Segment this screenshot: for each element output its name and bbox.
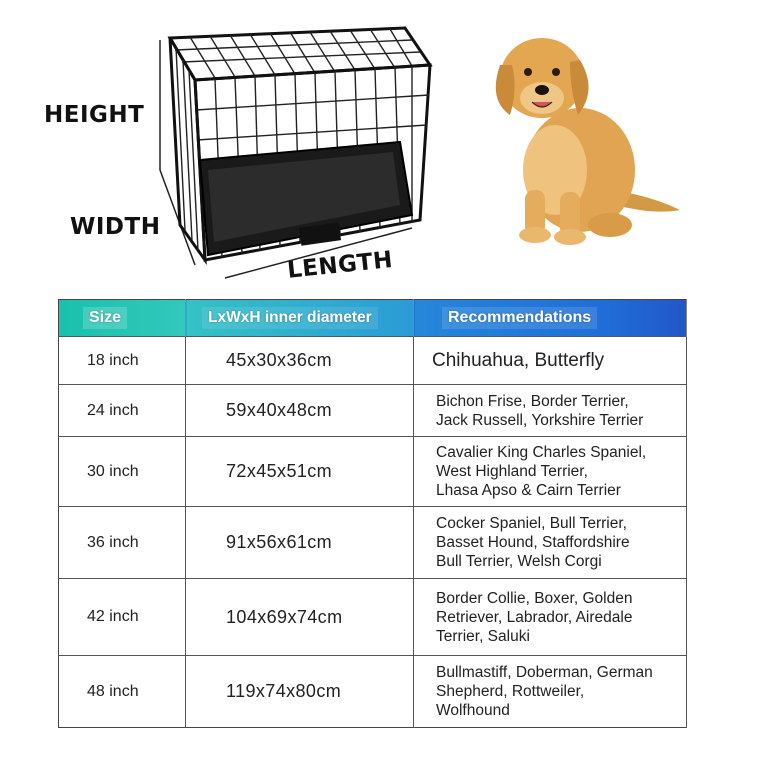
table-row [59,656,687,728]
dimensions-cell: 72x45x51cm [186,437,414,507]
recommendation-line: Terrier, Saluki [436,627,530,645]
recommendation-line: Lhasa Apso & Cairn Terrier [436,482,621,499]
size-cell: 24 inch [59,385,186,437]
recommendation-line: Wolfhound [436,702,510,719]
recommendation-line: Basset Hound, Staffordshire [436,534,630,551]
recommendations-cell [414,337,687,385]
table-row [59,337,687,385]
recommendation-line: Bull Terrier, Welsh Corgi [436,553,602,570]
recommendations-cell [414,579,687,656]
header-recommendations-label: Recommendations [442,307,597,329]
size-cell: 48 inch [59,656,186,728]
dimensions-cell: 45x30x36cm [186,337,414,385]
recommendation-line: Border Collie, Boxer, Golden [436,589,633,607]
recommendation-line: Bichon Frise, Border Terrier, [436,392,629,410]
recommendations-cell [414,437,687,507]
recommendation-line: Retriever, Labrador, Airedale [436,608,633,626]
recommendations-cell [414,385,687,437]
puppy-image [470,20,700,250]
dog-crate-image [150,20,440,290]
recommendations-cell [414,507,687,579]
recommendation-line: West Highland Terrier, [436,463,588,480]
size-cell: 42 inch [59,579,186,656]
height-label: HEIGHT [44,102,145,128]
recommendations-cell [414,656,687,728]
header-recommendations [414,300,687,337]
table-row [59,507,687,579]
recommendation-line: Jack Russell, Yorkshire Terrier [436,411,644,429]
dimensions-cell: 59x40x48cm [186,385,414,437]
recommendation-line: Cavalier King Charles Spaniel, [436,444,647,461]
header-size [59,300,186,337]
length-label: LENGTH [286,246,395,284]
recommendation-line: Cocker Spaniel, Bull Terrier, [436,515,627,532]
crate-size-table [58,299,687,728]
dimensions-cell: 119x74x80cm [186,656,414,728]
table-header-row [59,300,687,337]
dimensions-cell: 104x69x74cm [186,579,414,656]
recommendation-line: Chihuahua, Butterfly [432,350,605,371]
header-size-label: Size [83,307,127,329]
table-row [59,437,687,507]
size-cell: 30 inch [59,437,186,507]
size-cell: 36 inch [59,507,186,579]
size-cell: 18 inch [59,337,186,385]
table-row [59,579,687,656]
header-dimensions-label: LxWxH inner diameter [202,307,378,329]
width-label: WIDTH [70,214,161,240]
table-row [59,385,687,437]
dimensions-cell: 91x56x61cm [186,507,414,579]
recommendation-line: Bullmastiff, Doberman, German [436,664,653,681]
recommendation-line: Shepherd, Rottweiler, [436,683,585,700]
header-dimensions [186,300,414,337]
